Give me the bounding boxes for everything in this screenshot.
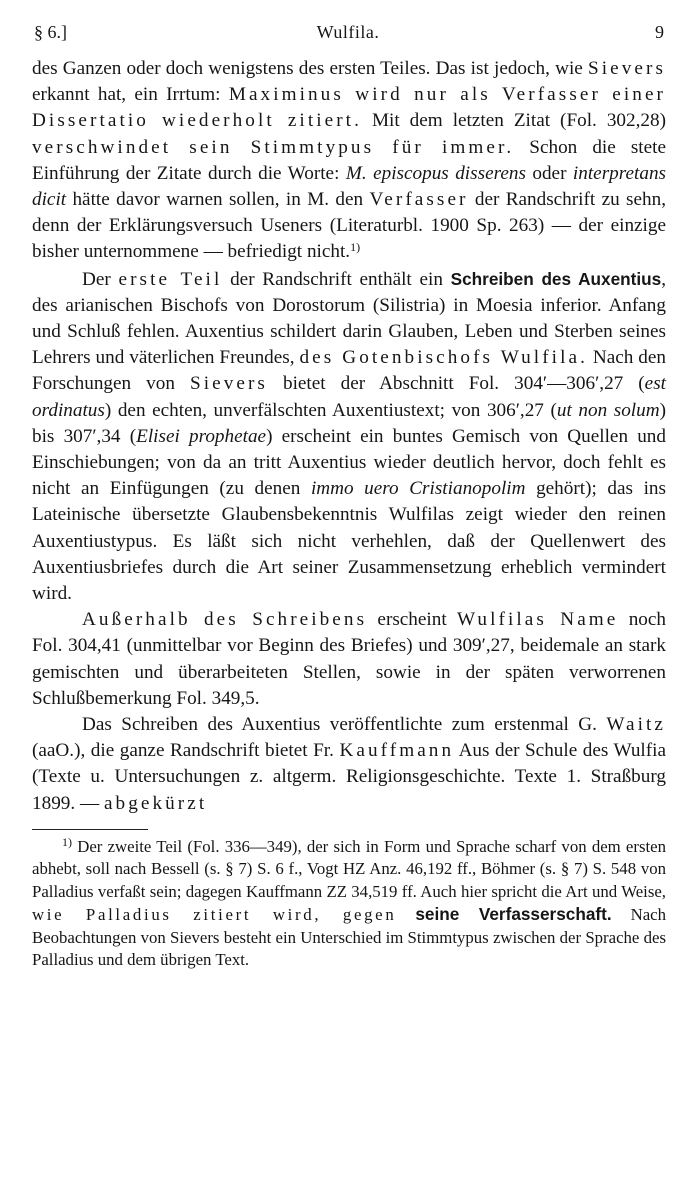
text-run: Verfasser	[369, 189, 469, 211]
text-run	[396, 905, 415, 924]
text-run: ) den echten, unverfälschten Auxentiustext; von 306′,27 (	[104, 399, 557, 421]
footnote-rule	[32, 829, 148, 830]
text-run: ) bis 307′,34 (	[32, 399, 666, 447]
text-run: bietet der Abschnitt Fol. 304′—306′,27 (	[267, 373, 645, 395]
text-run: Der zweite Teil (Fol. 336—349), der sich in Form und Sprache scharf von dem ersten abhebt, soll nach Bessell (s. § 7) S. 6 f., Vogt HZ Anz. 46,192 ff., Böhmer (s. § 7) S. 548 von Palladius verfaßt sein; dagegen Kauffmann ZZ 34,519 ff. Auch hier spricht die Art und Weise,	[32, 836, 666, 901]
text-run: gehört); das ins Lateinische übersetzte Glaubensbekenntnis Wulfilas zeigt wieder den reinen Auxentiustypus. Es läßt sich nicht verhehlen, daß der Quellenwert des Auxentiusbriefes durch die Art seiner Zusammensetzung erheblich vermindert wird.	[32, 478, 666, 605]
text-run: Maximinus wird nur als Verfasser einer Dissertatio wiederholt zitiert.	[32, 84, 666, 132]
text-run: abgekürzt	[103, 792, 208, 814]
text-run: immo uero Cristianopolim	[310, 478, 526, 500]
paragraph-1	[32, 56, 666, 266]
section-marker: § 6.]	[34, 22, 67, 42]
text-run: verschwindet sein Stimmtypus für immer.	[32, 136, 515, 158]
footnote-1	[32, 836, 666, 971]
text-run: des Gotenbischofs Wulfila.	[299, 347, 588, 369]
text-run: Mit dem letzten Zitat (Fol. 302,28)	[361, 110, 666, 132]
text-run: Das Schreiben des Auxentius veröffentlichte zum erstenmal G.	[82, 714, 607, 736]
page-number: 9	[654, 22, 664, 42]
running-title: Wulfila.	[316, 22, 380, 42]
text-run: Elisei prophetae	[136, 425, 267, 447]
text-run: erste Teil	[118, 268, 223, 290]
text-run: noch Fol. 304,41 (unmittelbar vor Beginn des Briefes) und 309′,27, beidemale an stark gemischten und überarbeiteten Stellen, sowie in der späten verworrenen Schlußbemerkung Fol. 349,5.	[32, 609, 666, 709]
text-run: erscheint	[367, 609, 457, 631]
text-run: M. episcopus disserens	[345, 162, 526, 184]
text-run: est ordinatus	[32, 373, 666, 421]
text-run: Aus der Schule des Wulfia (Texte u. Untersuchungen z. altgerm. Religionsgeschichte. Texte 1. Straßburg 1899. —	[32, 740, 666, 814]
text-run: Waitz	[606, 714, 666, 736]
text-run: ) erscheint ein buntes Gemisch von Quellen und Einschiebungen; von da an tritt Auxentius wieder deutlich hervor, doch fehlt es nicht an Einfügungen (zu denen	[32, 425, 666, 500]
text-run: Nach Beobachtungen von Sievers besteht ein Unterschied im Stimmtypus zwischen der Sprache des Palladius und dem übrigen Text.	[32, 905, 667, 969]
text-run: hätte davor warnen sollen, in M. den	[66, 189, 370, 211]
text-run: interpretans dicit	[32, 162, 667, 211]
text-run: der Randschrift zu sehn, denn der Erklärungsversuch Useners (Literaturbl. 1900 Sp. 263) — der einzige bisher unternommene — befriedigt nicht.	[32, 189, 666, 263]
text-run: der Randschrift enthält ein	[222, 268, 451, 290]
text-run: Der	[82, 268, 119, 290]
text-run: Nach den Forschungen von	[32, 347, 666, 395]
paragraph-3	[32, 607, 666, 712]
text-run: , des arianischen Bischofs von Dorostorum (Silistria) in Moesia inferior. Anfang und Schluß fehlen. Auxentius schildert darin Glauben, Leben und Sterben seines Lehrers und väterlichen Freundes,	[32, 268, 666, 369]
footnote-marker: 1)	[62, 834, 72, 849]
text-run: ut non solum	[556, 399, 660, 421]
text-run: Schreiben des Auxentius	[450, 268, 662, 289]
footnotes	[32, 836, 666, 971]
text-run: (aaO.), die ganze Randschrift bietet Fr.	[32, 740, 340, 762]
text-run: erkannt hat, ein Irrtum:	[32, 84, 229, 106]
text-run: oder	[525, 162, 573, 184]
paragraph-4	[32, 712, 666, 817]
paragraph-2	[32, 266, 666, 608]
text-run: Sievers	[189, 373, 268, 395]
footnote-marker: 1)	[350, 240, 361, 255]
text-run: seine Verfasserschaft.	[415, 904, 612, 925]
text-run: Außerhalb des Schreibens	[82, 609, 368, 631]
main-text	[32, 56, 666, 817]
text-run: Wulfilas Name	[457, 609, 619, 631]
running-head	[32, 22, 666, 56]
text-run: wie Palladius zitiert wird, gegen	[32, 905, 397, 925]
text-run: Sievers	[588, 58, 666, 79]
text-run: des Ganzen oder doch wenigstens des ersten Teiles. Das ist jedoch, wie	[32, 58, 588, 79]
text-run: Schon die stete Einführung der Zitate durch die Worte:	[32, 136, 666, 184]
text-run: Kauffmann	[339, 740, 455, 762]
